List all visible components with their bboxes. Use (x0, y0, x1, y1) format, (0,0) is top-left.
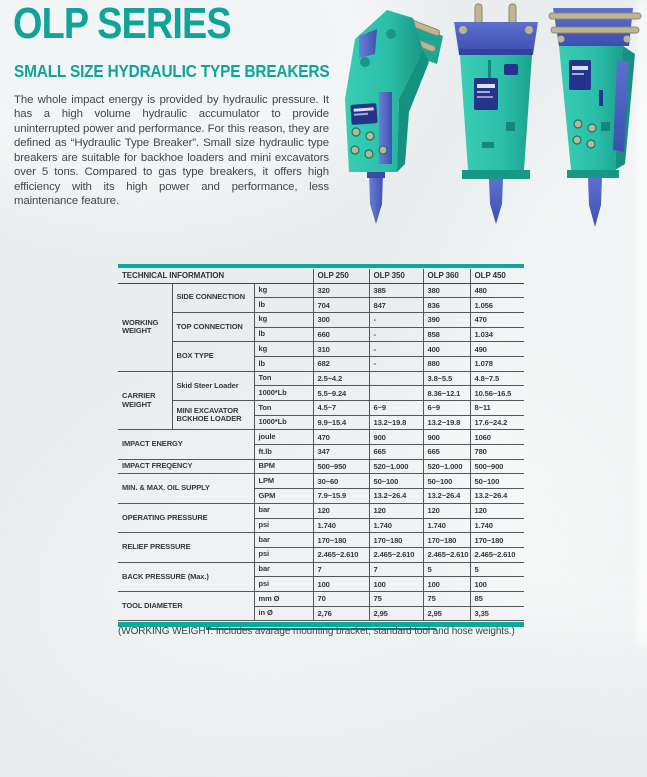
spec-value: 170~180 (423, 533, 470, 548)
spec-row (118, 591, 524, 606)
bracket-bolt (459, 26, 467, 34)
spec-value: 120 (369, 503, 423, 518)
spec-unit: Ton (254, 371, 313, 386)
spec-value: 320 (313, 283, 369, 298)
spec-group-label: CARRIER WEIGHT (118, 371, 172, 430)
spec-value: 7.9~15.9 (313, 489, 369, 504)
spec-unit: psi (254, 577, 313, 592)
spec-value: 120 (470, 503, 524, 518)
spec-unit: BPM (254, 459, 313, 474)
spec-table (118, 269, 524, 621)
spec-value: 2,76 (313, 606, 369, 621)
spec-value: 85 (470, 591, 524, 606)
bolt (573, 136, 581, 144)
spec-value: 100 (423, 577, 470, 592)
spec-value: - (369, 342, 423, 357)
spec-value: 490 (470, 342, 524, 357)
pivot-hole (386, 29, 396, 39)
spec-group-label: IMPACT FREQENCY (118, 459, 254, 474)
spec-value: 1.740 (313, 518, 369, 533)
spec-group-label: MIN. & MAX. OIL SUPPLY (118, 474, 254, 503)
product-label-sticker (569, 60, 591, 90)
spec-value: 1.034 (470, 327, 524, 342)
spec-value: 13.2~19.8 (369, 415, 423, 430)
spec-unit: ft.lb (254, 445, 313, 460)
body-detail (482, 142, 494, 148)
body-detail (506, 122, 515, 131)
chisel-tool (369, 172, 383, 224)
spec-unit: Ton (254, 401, 313, 416)
spec-unit: mm Ø (254, 591, 313, 606)
spec-value: 13.2~26.4 (470, 489, 524, 504)
model-header: OLP 450 (470, 269, 524, 283)
spec-value: 2.5~4.2 (313, 371, 369, 386)
model-header: OLP 350 (369, 269, 423, 283)
spec-unit: joule (254, 430, 313, 445)
base-flange (567, 170, 619, 178)
spec-row (118, 562, 524, 577)
chisel-collar (367, 172, 385, 178)
spec-value: 1060 (470, 430, 524, 445)
bracket-pin (549, 13, 641, 19)
bracket-pin (551, 27, 639, 33)
spec-unit: bar (254, 562, 313, 577)
spec-group-label: WORKING WEIGHT (118, 283, 172, 371)
spec-unit: 1000*Lb (254, 386, 313, 401)
spec-unit: psi (254, 547, 313, 562)
spec-group-label: RELIEF PRESSURE (118, 533, 254, 562)
spec-value: 50~100 (369, 474, 423, 489)
spec-value: 3,35 (470, 606, 524, 621)
spec-value: 8.36~12.1 (423, 386, 470, 401)
spec-value: 500~950 (313, 459, 369, 474)
spec-value: 1.056 (470, 298, 524, 313)
page-description: The whole impact energy is provided by hydraulic pressure. It has a high volume hydraulic accumulator to provide uninterrupted power and performance. For this reason, they are defined as “Hydraulic Type Breaker”. Small size hydraulic type breakers are suitable for backhoe loaders and mini excavators over 5 tons. Compared to gas type breakers, it offers high efficiency with its high power and performance, less maintenance feature. (14, 94, 329, 208)
bolt (588, 124, 596, 132)
bolt (365, 150, 373, 158)
spec-row (118, 401, 524, 416)
spec-value: 390 (423, 312, 470, 327)
spec-header-row (118, 269, 524, 283)
spec-row (118, 503, 524, 518)
spec-sub-label: MINI EXCAVATOR BCKHOE LOADER (172, 401, 254, 430)
spec-value: 4.8~7.5 (470, 371, 524, 386)
spec-value: 120 (423, 503, 470, 518)
bolt (351, 146, 359, 154)
bracket-lip (459, 49, 533, 55)
spec-value: 30~60 (313, 474, 369, 489)
spec-value: 847 (369, 298, 423, 313)
spec-value: 1.078 (470, 356, 524, 371)
spec-value: - (369, 356, 423, 371)
spec-value: 2.465~2.610 (313, 547, 369, 562)
spec-value: 400 (423, 342, 470, 357)
spec-unit: kg (254, 283, 313, 298)
table-top-accent-bar (118, 264, 524, 268)
spec-value: 704 (313, 298, 369, 313)
spec-value (369, 386, 423, 401)
spec-group-label: IMPACT ENERGY (118, 430, 254, 459)
spec-group-label: TOOL DIAMETER (118, 591, 254, 620)
spec-unit: bar (254, 503, 313, 518)
spec-value: - (369, 312, 423, 327)
bolt (574, 120, 582, 128)
pivot-hole (360, 57, 370, 67)
spec-sub-label: Skid Steer Loader (172, 371, 254, 400)
spec-value: 2,95 (423, 606, 470, 621)
spec-unit: in Ø (254, 606, 313, 621)
spec-sub-label: TOP CONNECTION (172, 312, 254, 341)
spec-value: 660 (313, 327, 369, 342)
breaker-three-quarter-view-image (545, 2, 645, 237)
spec-value: 8~11 (470, 401, 524, 416)
spec-unit: lb (254, 298, 313, 313)
spec-value: 470 (313, 430, 369, 445)
spec-value: 100 (369, 577, 423, 592)
spec-row (118, 474, 524, 489)
spec-row (118, 342, 524, 357)
breaker-angled-side-view-image (325, 4, 445, 233)
spec-value: 13.2~19.8 (423, 415, 470, 430)
spec-value: 10.56~16.5 (470, 386, 524, 401)
spec-value: 385 (369, 283, 423, 298)
breaker-front-view-image (448, 2, 544, 231)
body-slot (504, 64, 518, 75)
spec-row (118, 312, 524, 327)
spec-value: 300 (313, 312, 369, 327)
spec-value: 170~180 (470, 533, 524, 548)
model-header: OLP 250 (313, 269, 369, 283)
spec-value: 6~9 (369, 401, 423, 416)
product-label-sticker (350, 103, 377, 125)
spec-unit: kg (254, 342, 313, 357)
spec-value: 470 (470, 312, 524, 327)
spec-group-label: BACK PRESSURE (Max.) (118, 562, 254, 591)
spec-value: 347 (313, 445, 369, 460)
spec-value: 665 (369, 445, 423, 460)
spec-value: 3.8~5.5 (423, 371, 470, 386)
breaker-front-illustration (448, 2, 544, 226)
spec-value: 100 (313, 577, 369, 592)
spec-unit: lb (254, 356, 313, 371)
spec-value: 2.465~2.610 (369, 547, 423, 562)
spec-value: 7 (313, 562, 369, 577)
spec-value: 50~100 (470, 474, 524, 489)
spec-group-label: OPERATING PRESSURE (118, 503, 254, 532)
spec-value: 75 (423, 591, 470, 606)
spec-value: 520~1.000 (369, 459, 423, 474)
spec-value: 70 (313, 591, 369, 606)
spec-value: 9.9~15.4 (313, 415, 369, 430)
spec-value: 6~9 (423, 401, 470, 416)
spec-value: 5.5~9.24 (313, 386, 369, 401)
spec-value: 170~180 (313, 533, 369, 548)
body-seam (488, 60, 491, 78)
chisel-tool (588, 178, 602, 227)
spec-value: 1.740 (470, 518, 524, 533)
breaker-three-quarter-illustration (545, 2, 645, 232)
spec-sub-label: BOX TYPE (172, 342, 254, 371)
spec-value: 480 (470, 283, 524, 298)
spec-value: 500~900 (470, 459, 524, 474)
body-slot (599, 90, 603, 106)
spec-value: 900 (423, 430, 470, 445)
spec-unit: 1000*Lb (254, 415, 313, 430)
spec-row (118, 430, 524, 445)
spec-value: 858 (423, 327, 470, 342)
spec-value: 13.2~26.4 (423, 489, 470, 504)
spec-value: - (369, 327, 423, 342)
spec-unit: GPM (254, 489, 313, 504)
model-header: OLP 360 (423, 269, 470, 283)
spec-value: 5 (423, 562, 470, 577)
body-detail (601, 122, 610, 131)
spec-value: 1.740 (423, 518, 470, 533)
breaker-body (460, 55, 532, 170)
bolt (587, 140, 595, 148)
spec-value: 5 (470, 562, 524, 577)
spec-value: 665 (423, 445, 470, 460)
spec-value: 13.2~26.4 (369, 489, 423, 504)
page-title: OLP SERIES (13, 0, 231, 48)
spec-row (118, 459, 524, 474)
bolt (379, 146, 387, 154)
spec-value: 2.465~2.610 (470, 547, 524, 562)
spec-row (118, 371, 524, 386)
spec-value: 7 (369, 562, 423, 577)
spec-unit: kg (254, 312, 313, 327)
spec-value: 17.6~24.2 (470, 415, 524, 430)
bolt (352, 128, 360, 136)
spec-value: 50~100 (423, 474, 470, 489)
bolt (366, 132, 374, 140)
spec-value: 100 (470, 577, 524, 592)
spec-unit: bar (254, 533, 313, 548)
spec-value (369, 371, 423, 386)
spec-value: 880 (423, 356, 470, 371)
spec-value: 682 (313, 356, 369, 371)
spec-value: 2,95 (369, 606, 423, 621)
bracket-bolt (624, 36, 631, 43)
base-flange (462, 170, 530, 179)
spec-value: 170~180 (369, 533, 423, 548)
spec-value: 520~1.000 (423, 459, 470, 474)
bracket-bolt (525, 26, 533, 34)
table-title-cell: TECHNICAL INFORMATION (118, 269, 313, 283)
spec-value: 1.740 (369, 518, 423, 533)
page-subtitle: SMALL SIZE HYDRAULIC TYPE BREAKERS (14, 61, 330, 81)
chisel-tool (489, 179, 503, 224)
technical-table-block (118, 264, 524, 630)
spec-row (118, 283, 524, 298)
spec-row (118, 533, 524, 548)
breaker-angled-illustration (325, 4, 445, 228)
bracket-bolt (558, 36, 565, 43)
spec-value: 310 (313, 342, 369, 357)
working-weight-footnote: (WORKING WEIGHT: Includes avarage mounting bracket, standard tool and hose weights.) (118, 626, 515, 637)
spec-unit: LPM (254, 474, 313, 489)
spec-unit: lb (254, 327, 313, 342)
product-label-sticker (474, 78, 498, 110)
spec-unit: psi (254, 518, 313, 533)
spec-value: 780 (470, 445, 524, 460)
spec-value: 380 (423, 283, 470, 298)
spec-value: 2.465~2.610 (423, 547, 470, 562)
spec-value: 900 (369, 430, 423, 445)
spec-value: 120 (313, 503, 369, 518)
spec-value: 75 (369, 591, 423, 606)
spec-value: 4.5~7 (313, 401, 369, 416)
spec-sub-label: SIDE CONNECTION (172, 283, 254, 312)
spec-value: 836 (423, 298, 470, 313)
